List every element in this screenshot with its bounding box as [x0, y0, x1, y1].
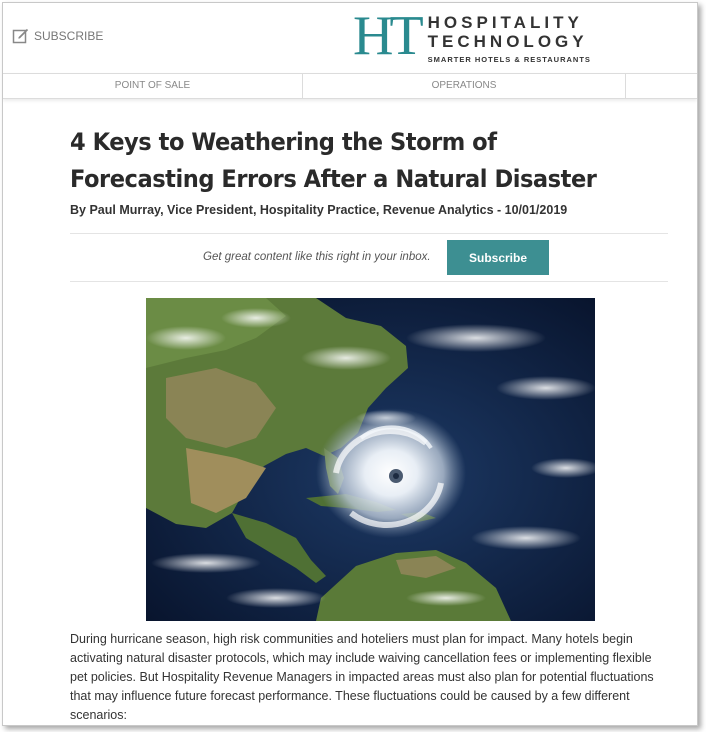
article-byline: By Paul Murray, Vice President, Hospitality Practice, Revenue Analytics - 10/01/2019: [70, 203, 568, 217]
page-frame: [2, 2, 698, 726]
category-nav: [3, 73, 697, 99]
logo-mark: HT: [353, 5, 420, 67]
promo-text: Get great content like this right in your inbox.: [203, 251, 431, 263]
logo-tagline: SMARTER HOTELS & RESTAURANTS: [427, 55, 591, 64]
edit-icon: [12, 27, 30, 45]
subscribe-button[interactable]: Subscribe: [447, 240, 549, 275]
article-body: During hurricane season, high risk communities and hoteliers must plan for impact. Many hotels begin activating natural disaster protocols, which may include waiving cancellation fees or implementing flexible pet policies. But Hospitality Revenue Managers in impacted areas must also plan for potential fluctuations that may influence future forecast performance. These fluctuations could be caused by a few different scenarios:: [70, 632, 654, 722]
site-header: [3, 3, 697, 73]
hero-image: [146, 298, 595, 621]
nav-item-point-of-sale[interactable]: POINT OF SALE: [3, 74, 303, 98]
logo-line-1: HOSPITALITY: [427, 13, 583, 32]
newsletter-promo: [70, 233, 668, 282]
nav-item-more[interactable]: [626, 74, 697, 98]
hurricane-satellite-image: [146, 298, 595, 621]
article-title: 4 Keys to Weathering the Storm of Forecasting Errors After a Natural Disaster: [70, 128, 597, 193]
subscribe-label: SUBSCRIBE: [34, 29, 104, 43]
subscribe-link[interactable]: [12, 27, 103, 45]
nav-item-operations[interactable]: OPERATIONS: [303, 74, 626, 98]
site-logo[interactable]: [353, 5, 591, 67]
logo-line-2: TECHNOLOGY: [427, 32, 588, 51]
logo-wordmark: [428, 11, 591, 64]
